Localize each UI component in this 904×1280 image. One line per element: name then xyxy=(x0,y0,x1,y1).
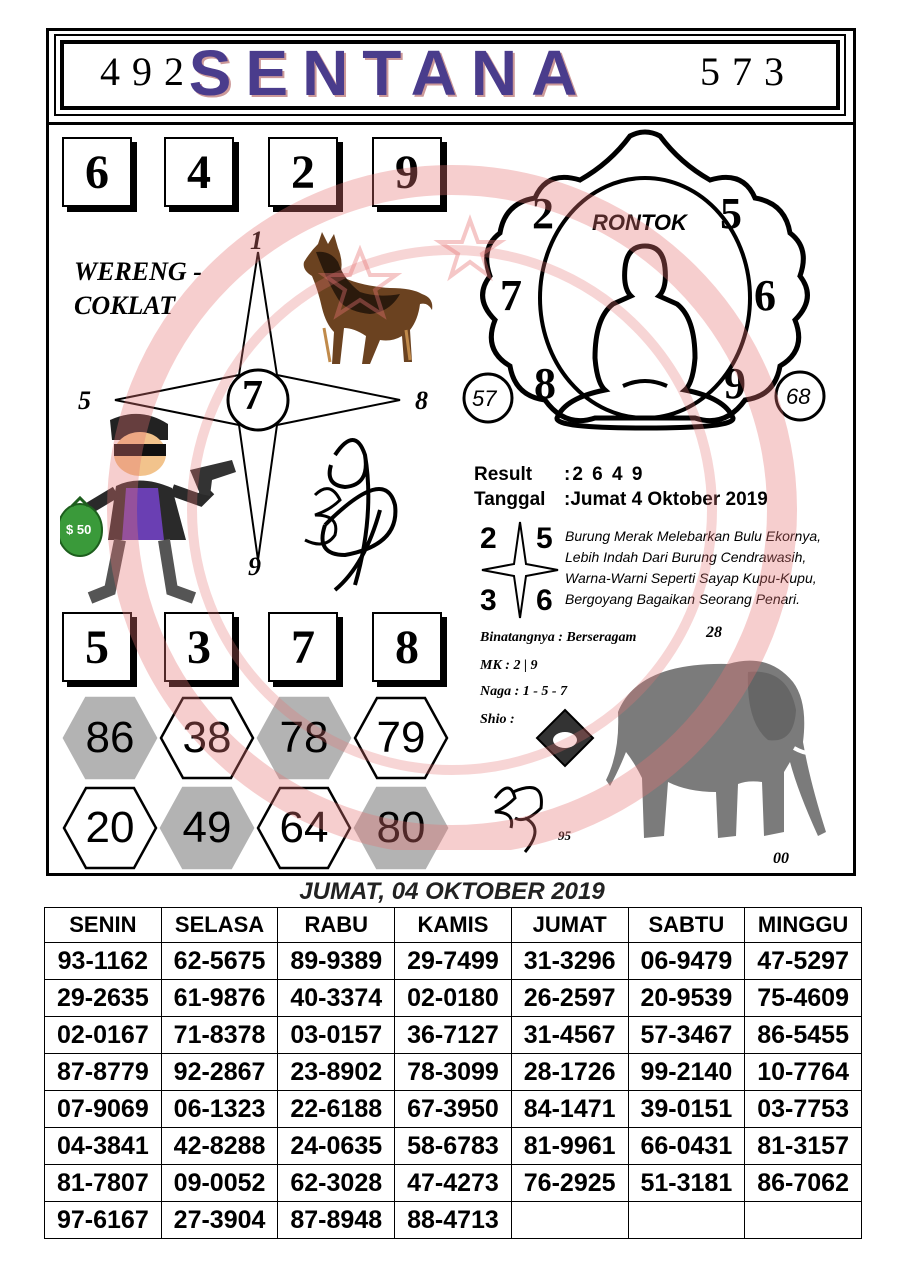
table-cell: 24-0635 xyxy=(278,1128,395,1165)
table-row xyxy=(45,1202,862,1239)
table-cell: 67-3950 xyxy=(395,1091,512,1128)
poem-line: Warna-Warni Seperti Sayap Kupu-Kupu, xyxy=(565,570,817,586)
hex-number xyxy=(353,696,449,780)
table-cell: 57-3467 xyxy=(628,1017,745,1054)
table-cell: 29-2635 xyxy=(45,980,162,1017)
table-cell: 31-4567 xyxy=(511,1017,628,1054)
table-cell: 27-3904 xyxy=(161,1202,278,1239)
table-cell: 75-4609 xyxy=(745,980,862,1017)
header-right-number: 573 xyxy=(700,49,796,94)
table-cell: 93-1162 xyxy=(45,943,162,980)
table-cell: 06-1323 xyxy=(161,1091,278,1128)
page-title: SENTANA xyxy=(188,37,592,109)
table-cell: 39-0151 xyxy=(628,1091,745,1128)
naga-label: Naga : 1 - 5 - 7 xyxy=(480,684,568,699)
table-cell: 89-9389 xyxy=(278,943,395,980)
poem-line: Lebih Indah Dari Burung Cendrawasih, xyxy=(565,549,807,565)
top-box-1: 6 xyxy=(62,137,132,207)
bottom-box-2: 3 xyxy=(164,612,234,682)
header-divider xyxy=(46,122,856,125)
lotus-label: RONTOK xyxy=(592,210,687,235)
shio-label: Shio : xyxy=(480,712,515,727)
hex-number xyxy=(256,696,352,780)
table-cell: 76-2925 xyxy=(511,1165,628,1202)
table-cell: 20-9539 xyxy=(628,980,745,1017)
header-left-number: 492 xyxy=(100,49,196,94)
table-cell: 86-5455 xyxy=(745,1017,862,1054)
date-value: :Jumat 4 Oktober 2019 xyxy=(564,489,768,510)
poem-line: Bergoyang Bagaikan Seorang Penari. xyxy=(565,591,801,607)
table-cell: 22-6188 xyxy=(278,1091,395,1128)
top-box-2: 4 xyxy=(164,137,234,207)
mini-star-d: 6 xyxy=(536,584,553,617)
table-cell: 62-3028 xyxy=(278,1165,395,1202)
lotus-number-6: 9 xyxy=(724,359,746,408)
result-label: Result xyxy=(474,464,533,485)
table-cell xyxy=(511,1202,628,1239)
table-cell: 71-8378 xyxy=(161,1017,278,1054)
table-cell: 03-0157 xyxy=(278,1017,395,1054)
table-cell: 26-2597 xyxy=(511,980,628,1017)
table-header-row xyxy=(45,908,862,943)
hex-label: 64 xyxy=(279,803,329,852)
table-cell: 09-0052 xyxy=(161,1165,278,1202)
pest-label: WERENG - COKLAT xyxy=(74,257,202,320)
table-cell: 86-7062 xyxy=(745,1165,862,1202)
table-cell: 23-8902 xyxy=(278,1054,395,1091)
mini-star-b: 5 xyxy=(536,522,553,555)
mini-star-a: 2 xyxy=(480,522,497,555)
table-cell: 51-3181 xyxy=(628,1165,745,1202)
table-cell: 04-3841 xyxy=(45,1128,162,1165)
column-header: RABU xyxy=(278,908,395,943)
small-scribble xyxy=(485,778,555,858)
table-row xyxy=(45,943,862,980)
hex-number xyxy=(353,786,449,870)
hex-label: 80 xyxy=(376,803,426,852)
table-cell: 29-7499 xyxy=(395,943,512,980)
left-circle-number: 57 xyxy=(472,386,497,411)
column-header: JUMAT xyxy=(511,908,628,943)
table-cell: 87-8948 xyxy=(278,1202,395,1239)
date-label: Tanggal xyxy=(474,489,546,510)
table-row xyxy=(45,1091,862,1128)
hex-label: 20 xyxy=(85,803,135,852)
column-header: SELASA xyxy=(161,908,278,943)
table-cell: 87-8779 xyxy=(45,1054,162,1091)
handwritten-scribble xyxy=(285,425,415,595)
column-header: MINGGU xyxy=(745,908,862,943)
table-cell: 10-7764 xyxy=(745,1054,862,1091)
result-value: :2 6 4 9 xyxy=(564,464,645,485)
table-cell: 02-0167 xyxy=(45,1017,162,1054)
table-row xyxy=(45,1128,862,1165)
table-cell: 99-2140 xyxy=(628,1054,745,1091)
table-cell: 47-5297 xyxy=(745,943,862,980)
column-header: KAMIS xyxy=(395,908,512,943)
hex-label: 78 xyxy=(279,713,329,762)
bottom-box-3: 7 xyxy=(268,612,338,682)
table-cell: 97-6167 xyxy=(45,1202,162,1239)
table-cell xyxy=(628,1202,745,1239)
lotus-number-2: 5 xyxy=(720,189,742,238)
hex-label: 79 xyxy=(376,713,426,762)
table-cell: 78-3099 xyxy=(395,1054,512,1091)
hex-label: 38 xyxy=(182,713,232,762)
table-cell: 02-0180 xyxy=(395,980,512,1017)
shio-icon xyxy=(535,708,595,768)
hex-label: 49 xyxy=(182,803,232,852)
table-row xyxy=(45,1165,862,1202)
thief-illustration xyxy=(60,410,250,605)
poem xyxy=(565,526,850,610)
table-cell: 58-6783 xyxy=(395,1128,512,1165)
top-box-3: 2 xyxy=(268,137,338,207)
table-row xyxy=(45,1054,862,1091)
star-right-number: 8 xyxy=(415,386,428,415)
column-header: SABTU xyxy=(628,908,745,943)
hex-number xyxy=(159,786,255,870)
table-cell: 42-8288 xyxy=(161,1128,278,1165)
star-center-number: 7 xyxy=(242,373,263,419)
hex-number xyxy=(159,696,255,780)
table-cell: 81-7807 xyxy=(45,1165,162,1202)
table-cell: 61-9876 xyxy=(161,980,278,1017)
table-cell: 81-9961 xyxy=(511,1128,628,1165)
small-scribble-text xyxy=(0,0,1,1)
table-cell: 07-9069 xyxy=(45,1091,162,1128)
column-header: SENIN xyxy=(45,908,162,943)
star-left-number: 5 xyxy=(78,386,91,415)
binatang-number: 28 xyxy=(706,624,722,641)
results-table xyxy=(44,907,862,1239)
binatang-label: Binatangnya : Berseragam xyxy=(480,630,637,645)
hex-number xyxy=(62,786,158,870)
table-cell: 40-3374 xyxy=(278,980,395,1017)
mk-label: MK : 2 | 9 xyxy=(480,658,538,673)
table-cell: 28-1726 xyxy=(511,1054,628,1091)
top-box-4: 9 xyxy=(372,137,442,207)
table-cell: 31-3296 xyxy=(511,943,628,980)
small-number-95: 95 xyxy=(558,828,571,843)
hex-number xyxy=(62,696,158,780)
right-circle-number: 68 xyxy=(786,384,811,409)
day-title: JUMAT, 04 OKTOBER 2019 xyxy=(299,878,605,905)
table-cell xyxy=(745,1202,862,1239)
table-cell: 66-0431 xyxy=(628,1128,745,1165)
lotus-number-1: 2 xyxy=(532,189,554,238)
money-bag-label: $ 50 xyxy=(66,522,92,537)
table-cell: 36-7127 xyxy=(395,1017,512,1054)
table-row xyxy=(45,980,862,1017)
table-cell: 92-2867 xyxy=(161,1054,278,1091)
dog-illustration xyxy=(300,232,435,372)
poem-line: Burung Merak Melebarkan Bulu Ekornya, xyxy=(565,528,822,544)
star-bottom-number: 9 xyxy=(248,552,261,581)
lotus-number-4: 6 xyxy=(754,271,776,320)
table-row xyxy=(45,1017,862,1054)
table-cell: 84-1471 xyxy=(511,1091,628,1128)
mini-star-c: 3 xyxy=(480,584,497,617)
table-cell: 47-4273 xyxy=(395,1165,512,1202)
star-top-number: 1 xyxy=(250,226,263,255)
lotus-number-3: 7 xyxy=(500,271,522,320)
table-cell: 06-9479 xyxy=(628,943,745,980)
bottom-box-1: 5 xyxy=(62,612,132,682)
lotus-number-5: 8 xyxy=(534,359,556,408)
table-cell: 81-3157 xyxy=(745,1128,862,1165)
table-cell: 88-4713 xyxy=(395,1202,512,1239)
table-cell: 03-7753 xyxy=(745,1091,862,1128)
small-number-00: 00 xyxy=(773,850,789,867)
hex-grid xyxy=(62,696,452,874)
elephant-illustration xyxy=(598,652,833,852)
hex-number xyxy=(256,786,352,870)
table-cell: 62-5675 xyxy=(161,943,278,980)
hex-label: 86 xyxy=(85,713,135,762)
bottom-box-4: 8 xyxy=(372,612,442,682)
